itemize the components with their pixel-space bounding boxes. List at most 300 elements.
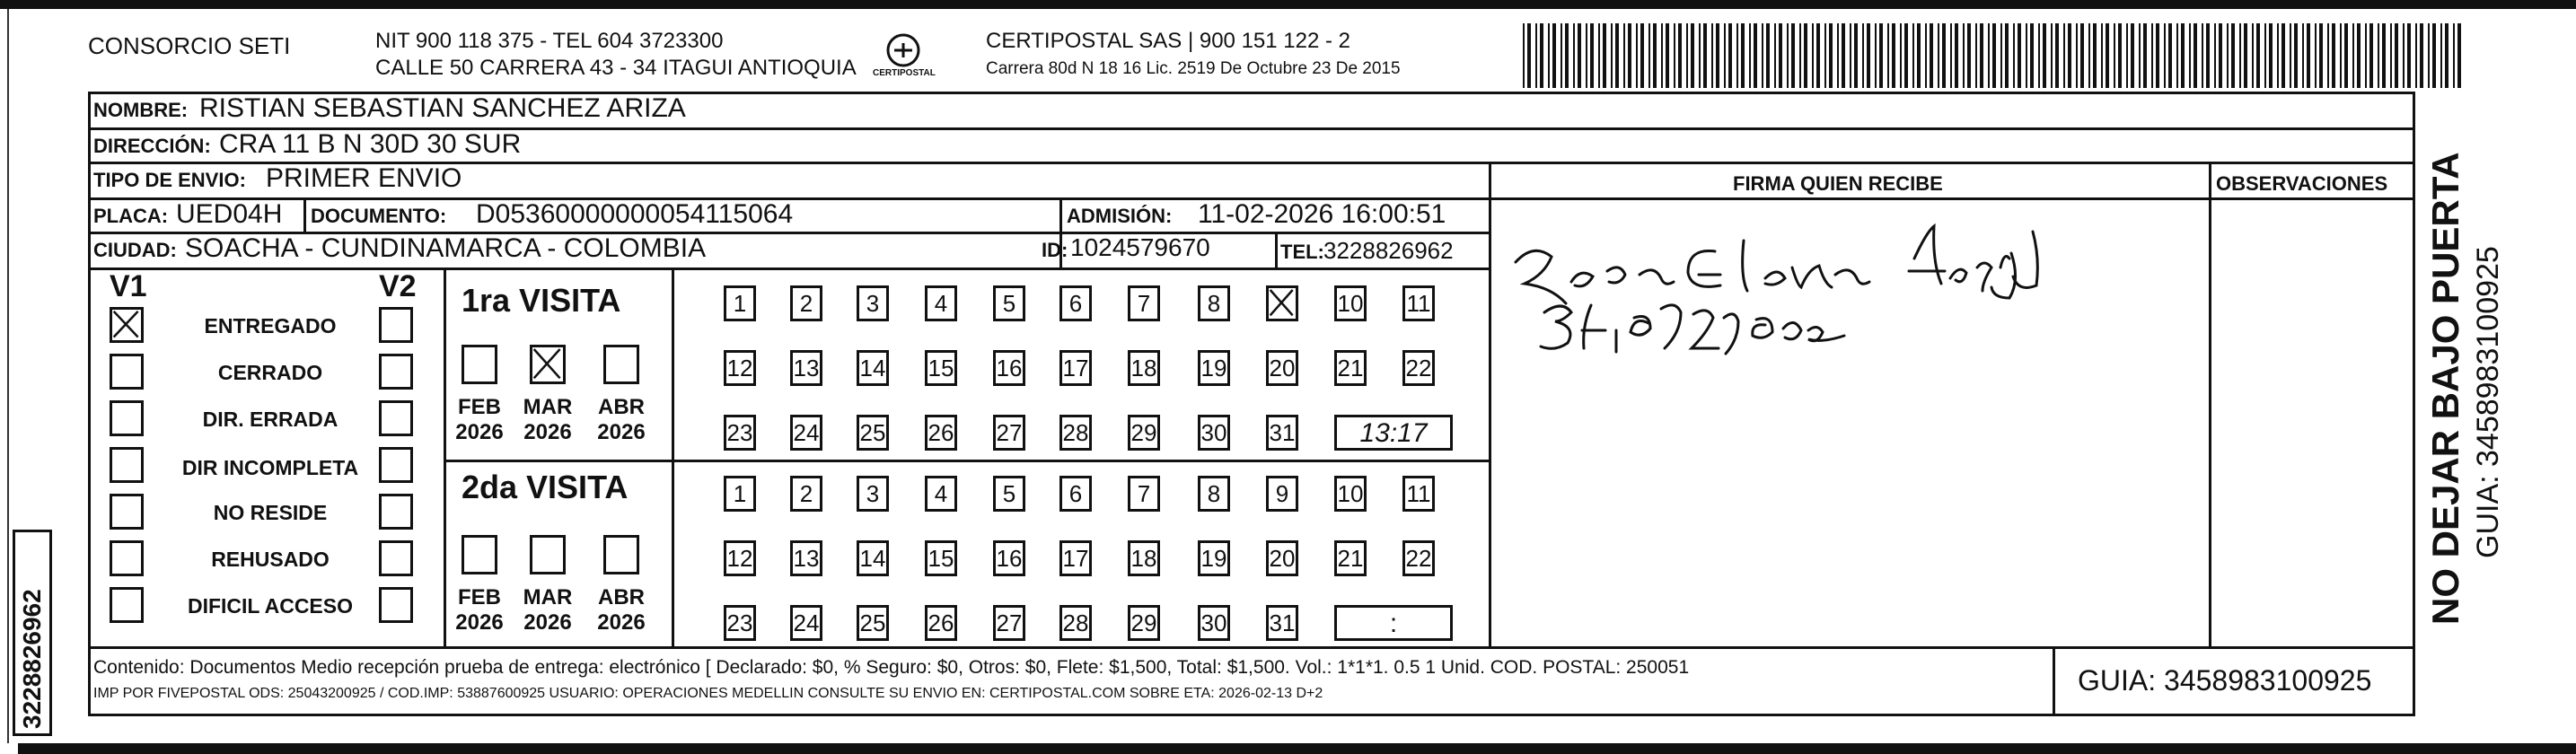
day-checkbox[interactable]: 27: [993, 415, 1025, 451]
barcode-bar: [2051, 23, 2053, 88]
id-value: 1024579670: [1070, 233, 1210, 261]
month-checkbox[interactable]: [530, 345, 566, 384]
barcode-bar: [2227, 23, 2229, 88]
barcode-bar: [2139, 23, 2141, 88]
logo-text: CERTIPOSTAL: [873, 68, 936, 78]
barcode-bar: [2164, 23, 2166, 88]
barcode-bar: [1741, 23, 1745, 88]
day-checkbox[interactable]: 24: [790, 415, 822, 451]
barcode-bar: [2068, 23, 2071, 88]
barcode-bar: [2302, 23, 2304, 88]
month-label: [593, 395, 650, 445]
day-checkbox[interactable]: 10: [1334, 476, 1367, 512]
ciudad-label: CIUDAD:: [93, 239, 177, 261]
barcode-bar: [1829, 23, 1833, 88]
placa-label: PLACA:: [93, 205, 169, 227]
placa-value: UED04H: [176, 199, 283, 229]
day-checkbox[interactable]: 14: [857, 350, 889, 386]
barcode-bar: [2382, 23, 2386, 88]
day-checkbox[interactable]: 5: [993, 285, 1025, 321]
day-checkbox[interactable]: 8: [1198, 476, 1230, 512]
day-checkbox[interactable]: 30: [1198, 605, 1230, 641]
barcode-bar: [1716, 23, 1719, 88]
day-checkbox[interactable]: 22: [1402, 540, 1435, 576]
barcode-bar: [1992, 23, 1996, 88]
day-checkbox[interactable]: 3: [857, 476, 889, 512]
footer-contenido: Contenido: Documentos Medio recepción prueba de entrega: electrónico [ Declarado: $0, % Seguro: $0, Otros: $0, Flete: $1,500, Total: $1,500. Vol.: 1*1*1. 0.5 1 Unid. COD. POSTAL: 250051: [93, 657, 1690, 678]
barcode-bar: [1879, 23, 1883, 88]
barcode-bar: [2244, 23, 2247, 88]
barcode-bar: [2076, 23, 2078, 88]
barcode-bar: [1674, 23, 1675, 88]
day-checkbox[interactable]: [1266, 285, 1298, 321]
barcode-bar: [2093, 23, 2097, 88]
barcode-bar: [1548, 23, 1550, 88]
month-checkbox[interactable]: [603, 345, 639, 384]
barcode-bar: [2281, 23, 2285, 88]
day-checkbox[interactable]: 11: [1402, 476, 1435, 512]
v1-label: V1: [110, 269, 147, 303]
month-year: 2026: [455, 420, 504, 444]
status-label: ENTREGADO: [204, 314, 337, 338]
barcode-bar: [2290, 23, 2291, 88]
day-checkbox[interactable]: 31: [1266, 605, 1298, 641]
direccion-value: CRA 11 B N 30D 30 SUR: [219, 129, 522, 159]
v1-checkbox[interactable]: [110, 307, 144, 343]
day-checkbox[interactable]: 12: [724, 540, 756, 576]
day-checkbox[interactable]: 31: [1266, 415, 1298, 451]
barcode-bar: [1523, 23, 1525, 88]
barcode-bar: [1686, 23, 1688, 88]
barcode-bar: [2030, 23, 2034, 88]
barcode-bar: [2440, 23, 2442, 88]
day-checkbox[interactable]: 23: [724, 415, 756, 451]
day-checkbox[interactable]: 7: [1128, 476, 1160, 512]
barcode-bar: [1912, 23, 1914, 88]
tipo-envio-label: TIPO DE ENVIO:: [93, 169, 246, 191]
month-name: ABR: [598, 395, 645, 419]
day-checkbox[interactable]: 4: [925, 285, 957, 321]
v2-checkbox[interactable]: [379, 354, 413, 390]
day-checkbox[interactable]: 11: [1402, 285, 1435, 321]
v1-checkbox[interactable]: [110, 494, 144, 530]
barcode-bar: [2114, 23, 2115, 88]
day-checkbox[interactable]: 2: [790, 476, 822, 512]
barcode-bar: [1824, 23, 1826, 88]
day-checkbox[interactable]: 20: [1266, 350, 1298, 386]
day-checkbox[interactable]: 16: [993, 350, 1025, 386]
day-checkbox[interactable]: 18: [1128, 350, 1160, 386]
documento-label: DOCUMENTO:: [311, 205, 447, 227]
barcode-bar: [2277, 23, 2279, 88]
barcode-bar: [1552, 23, 1556, 88]
left-phone: 3228826962: [18, 589, 46, 729]
barcode-bar: [1636, 23, 1638, 88]
barcode-bar: [1653, 23, 1657, 88]
month-checkbox[interactable]: [530, 535, 566, 574]
month-year: 2026: [597, 420, 646, 444]
barcode-bar: [1561, 23, 1562, 88]
barcode-bar: [2432, 23, 2436, 88]
recipient-signature: [1508, 205, 2101, 393]
barcode-bar: [1766, 23, 1770, 88]
barcode-bar: [1573, 23, 1575, 88]
barcode-bar: [2202, 23, 2203, 88]
barcode-bar: [1980, 23, 1983, 88]
barcode-bar: [2143, 23, 2147, 88]
tipo-envio-value: PRIMER ENVIO: [266, 163, 462, 193]
v1-checkbox[interactable]: [110, 540, 144, 576]
barcode-bar: [1850, 23, 1851, 88]
barcode-bar: [1736, 23, 1738, 88]
barcode-bar: [1611, 23, 1613, 88]
day-checkbox[interactable]: 12: [724, 350, 756, 386]
day-checkbox[interactable]: 27: [993, 605, 1025, 641]
day-checkbox[interactable]: 8: [1198, 285, 1230, 321]
status-label: REHUSADO: [211, 548, 330, 571]
no-dejar-bajo-puerta: NO DEJAR BAJO PUERTA: [2424, 152, 2466, 625]
barcode-bar: [1535, 23, 1537, 88]
barcode-bar: [2005, 23, 2009, 88]
day-checkbox[interactable]: 28: [1059, 415, 1092, 451]
day-checkbox[interactable]: 14: [857, 540, 889, 576]
barcode-bar: [1724, 23, 1726, 88]
barcode-bar: [1754, 23, 1757, 88]
barcode-bar: [2390, 23, 2392, 88]
barcode-bar: [1799, 23, 1801, 88]
barcode-bar: [1837, 23, 1839, 88]
barcode-bar: [2420, 23, 2423, 88]
day-checkbox[interactable]: 6: [1059, 285, 1092, 321]
barcode-bar: [1930, 23, 1933, 88]
month-name: ABR: [598, 585, 645, 609]
month-label: [593, 585, 650, 636]
day-checkbox[interactable]: 28: [1059, 605, 1092, 641]
day-checkbox[interactable]: 3: [857, 285, 889, 321]
barcode-bar: [1955, 23, 1958, 88]
barcode-bar: [1988, 23, 1990, 88]
bottom-scan-edge: [18, 743, 2576, 754]
day-checkbox[interactable]: 7: [1128, 285, 1160, 321]
nombre-value: RISTIAN SEBASTIAN SANCHEZ ARIZA: [199, 93, 686, 123]
barcode-bar: [1527, 23, 1531, 88]
admision-label: ADMISIÓN:: [1067, 205, 1173, 227]
barcode-bar: [1892, 23, 1895, 88]
day-checkbox[interactable]: 18: [1128, 540, 1160, 576]
ciudad-value: SOACHA - CUNDINAMARCA - COLOMBIA: [185, 233, 707, 263]
nit-line: NIT 900 118 375 - TEL 604 3723300: [375, 29, 724, 53]
barcode-bar: [2340, 23, 2342, 88]
status-label: NO RESIDE: [213, 501, 328, 524]
v2-checkbox[interactable]: [379, 540, 413, 576]
barcode-bar: [2063, 23, 2065, 88]
footer-guia: GUIA: 3458983100925: [2078, 664, 2372, 697]
visita2-title: 2da VISITA: [462, 469, 629, 505]
day-checkbox[interactable]: 13: [790, 540, 822, 576]
barcode-bar: [2428, 23, 2430, 88]
v1-checkbox[interactable]: [110, 587, 144, 623]
barcode-bar: [2181, 23, 2185, 88]
barcode-bar: [2101, 23, 2103, 88]
barcode-bar: [2055, 23, 2059, 88]
tel-box: [1279, 235, 1487, 267]
v1-checkbox[interactable]: [110, 400, 144, 436]
time-box[interactable]: :: [1334, 605, 1453, 641]
barcode-bar: [2315, 23, 2317, 88]
day-checkbox[interactable]: 1: [724, 285, 756, 321]
barcode-bar: [2189, 23, 2191, 88]
barcode-bar: [2118, 23, 2122, 88]
barcode-bar: [1565, 23, 1569, 88]
barcode-bar: [1791, 23, 1795, 88]
barcode-bar: [2013, 23, 2015, 88]
left-scan-edge: [0, 9, 9, 743]
day-checkbox[interactable]: 10: [1334, 285, 1367, 321]
barcode-bar: [2407, 23, 2411, 88]
barcode-bar: [1942, 23, 1946, 88]
footer-imp: IMP POR FIVEPOSTAL ODS: 25043200925 / COD.IMP: 53887600925 USUARIO: OPERACIONES MEDELLIN CONSULTE SU ENVIO EN: CERTIPOSTAL.COM SOBRE ETA: 2026-02-13 D+2: [93, 686, 1323, 701]
nombre-label: NOMBRE:: [93, 99, 189, 121]
day-checkbox[interactable]: 29: [1128, 415, 1160, 451]
firma-header: FIRMA QUIEN RECIBE: [1733, 172, 1943, 195]
barcode-bar: [2332, 23, 2335, 88]
month-name: FEB: [458, 585, 501, 609]
tel-label: TEL:: [1280, 241, 1324, 263]
barcode-bar: [1586, 23, 1587, 88]
address-line: CALLE 50 CARRERA 43 - 34 ITAGUI ANTIOQUIA: [375, 56, 857, 80]
top-scan-edge: [0, 0, 2576, 9]
barcode-bar: [1787, 23, 1789, 88]
company-name: CONSORCIO SETI: [88, 32, 291, 59]
month-year: 2026: [523, 420, 572, 444]
month-year: 2026: [523, 610, 572, 635]
barcode-bar: [1603, 23, 1606, 88]
observaciones-header: OBSERVACIONES: [2216, 172, 2388, 195]
day-checkbox[interactable]: 26: [925, 415, 957, 451]
barcode-bar: [1904, 23, 1908, 88]
barcode-bar: [1854, 23, 1858, 88]
barcode-bar: [2239, 23, 2241, 88]
v2-checkbox[interactable]: [379, 494, 413, 530]
barcode-bar: [1812, 23, 1814, 88]
barcode-bar: [2256, 23, 2260, 88]
barcode-bar: [1540, 23, 1543, 88]
status-label: DIR. ERRADA: [202, 408, 338, 431]
time-box[interactable]: 13:17: [1334, 415, 1453, 451]
barcode-bar: [2415, 23, 2417, 88]
barcode-bar: [2131, 23, 2134, 88]
certipostal-logo: [869, 31, 937, 84]
barcode-bar: [2327, 23, 2329, 88]
day-checkbox[interactable]: 23: [724, 605, 756, 641]
barcode-bar: [1774, 23, 1776, 88]
month-year: 2026: [455, 610, 504, 635]
month-name: FEB: [458, 395, 501, 419]
day-checkbox[interactable]: 13: [790, 350, 822, 386]
barcode-bar: [2344, 23, 2348, 88]
barcode-bar: [2403, 23, 2405, 88]
barcode-bar: [1728, 23, 1732, 88]
side-guia: GUIA: 3458983100925: [2471, 246, 2505, 558]
barcode-bar: [1578, 23, 1581, 88]
month-label: [519, 585, 576, 636]
day-checkbox[interactable]: 30: [1198, 415, 1230, 451]
barcode-bar: [2352, 23, 2354, 88]
day-checkbox[interactable]: 25: [857, 605, 889, 641]
barcode-bar: [2088, 23, 2090, 88]
v1-checkbox[interactable]: [110, 447, 144, 483]
documento-value: D05360000000054115064: [476, 199, 794, 229]
barcode-bar: [2395, 23, 2398, 88]
barcode-bar: [2018, 23, 2021, 88]
day-checkbox[interactable]: 6: [1059, 476, 1092, 512]
barcode-bar: [1804, 23, 1807, 88]
v1-checkbox[interactable]: [110, 354, 144, 390]
day-checkbox[interactable]: 29: [1128, 605, 1160, 641]
tel-value: 3228826962: [1323, 237, 1454, 264]
barcode-bar: [1598, 23, 1600, 88]
barcode-bar: [2043, 23, 2046, 88]
barcode-bar: [2357, 23, 2361, 88]
direccion-label: DIRECCIÓN:: [93, 135, 211, 157]
day-checkbox[interactable]: 17: [1059, 350, 1092, 386]
barcode-bar: [1938, 23, 1939, 88]
barcode-bar: [1963, 23, 1965, 88]
barcode-bar: [1640, 23, 1644, 88]
v2-label: V2: [379, 269, 417, 303]
barcode-bar: [2000, 23, 2002, 88]
month-label: [451, 395, 508, 445]
carrier-license: Carrera 80d N 18 16 Lic. 2519 De Octubre 23 De 2015: [986, 59, 1401, 78]
day-checkbox[interactable]: 24: [790, 605, 822, 641]
day-checkbox[interactable]: 25: [857, 415, 889, 451]
barcode-icon: [1523, 23, 2475, 88]
barcode-bar: [2269, 23, 2273, 88]
barcode-bar: [2038, 23, 2040, 88]
barcode-bar: [2126, 23, 2128, 88]
barcode-bar: [1887, 23, 1889, 88]
day-checkbox[interactable]: 2: [790, 285, 822, 321]
day-checkbox[interactable]: 9: [1266, 476, 1298, 512]
day-checkbox[interactable]: 26: [925, 605, 957, 641]
barcode-bar: [1900, 23, 1902, 88]
barcode-bar: [1711, 23, 1713, 88]
month-label: [451, 585, 508, 636]
barcode-bar: [1691, 23, 1694, 88]
barcode-bar: [2457, 23, 2461, 88]
barcode-bar: [2080, 23, 2084, 88]
barcode-bar: [1703, 23, 1707, 88]
month-checkbox[interactable]: [462, 345, 497, 384]
v2-checkbox[interactable]: [379, 400, 413, 436]
barcode-bar: [1648, 23, 1650, 88]
barcode-bar: [1762, 23, 1763, 88]
v2-checkbox[interactable]: [379, 307, 413, 343]
barcode-bar: [1816, 23, 1820, 88]
status-label: DIR INCOMPLETA: [181, 456, 359, 479]
barcode-bar: [2264, 23, 2266, 88]
day-checkbox[interactable]: 15: [925, 540, 957, 576]
barcode-bar: [1917, 23, 1921, 88]
barcode-bar: [2194, 23, 2197, 88]
barcode-bar: [2151, 23, 2153, 88]
day-checkbox[interactable]: 21: [1334, 350, 1367, 386]
day-checkbox[interactable]: 20: [1266, 540, 1298, 576]
barcode-bar: [2176, 23, 2178, 88]
barcode-bar: [2307, 23, 2310, 88]
barcode-bar: [1623, 23, 1625, 88]
day-checkbox[interactable]: 22: [1402, 350, 1435, 386]
barcode-bar: [2206, 23, 2210, 88]
day-checkbox[interactable]: 19: [1198, 350, 1230, 386]
barcode-bar: [1615, 23, 1619, 88]
barcode-bar: [1842, 23, 1845, 88]
day-checkbox[interactable]: 15: [925, 350, 957, 386]
barcode-bar: [2453, 23, 2455, 88]
barcode-bar: [1590, 23, 1594, 88]
id-label: ID:: [1042, 239, 1068, 261]
barcode-bar: [2106, 23, 2109, 88]
month-name: MAR: [523, 395, 573, 419]
barcode-bar: [2294, 23, 2298, 88]
barcode-bar: [2168, 23, 2172, 88]
barcode-bar: [1975, 23, 1977, 88]
month-label: [519, 395, 576, 445]
day-checkbox[interactable]: 21: [1334, 540, 1367, 576]
barcode-bar: [1875, 23, 1877, 88]
barcode-bar: [2026, 23, 2027, 88]
barcode-bar: [1867, 23, 1870, 88]
barcode-bar: [1699, 23, 1701, 88]
barcode-bar: [1666, 23, 1669, 88]
barcode-bar: [1661, 23, 1663, 88]
carrier-line: CERTIPOSTAL SAS | 900 151 122 - 2: [986, 29, 1350, 53]
month-name: MAR: [523, 585, 573, 609]
day-checkbox[interactable]: 5: [993, 476, 1025, 512]
barcode-bar: [1628, 23, 1631, 88]
barcode-bar: [2252, 23, 2254, 88]
admision-value: 11-02-2026 16:00:51: [1198, 199, 1446, 229]
barcode-bar: [1967, 23, 1971, 88]
status-label: CERRADO: [217, 361, 323, 384]
barcode-bar: [1925, 23, 1927, 88]
visita1-title: 1ra VISITA: [462, 282, 621, 319]
barcode-bar: [2365, 23, 2367, 88]
barcode-bar: [1779, 23, 1782, 88]
barcode-bar: [1862, 23, 1864, 88]
v2-checkbox[interactable]: [379, 587, 413, 623]
day-checkbox[interactable]: 16: [993, 540, 1025, 576]
barcode-bar: [1678, 23, 1682, 88]
barcode-bar: [2214, 23, 2216, 88]
barcode-bar: [1749, 23, 1751, 88]
barcode-bar: [2219, 23, 2222, 88]
v2-checkbox[interactable]: [379, 447, 413, 483]
month-checkbox[interactable]: [603, 535, 639, 574]
day-checkbox[interactable]: 1: [724, 476, 756, 512]
month-checkbox[interactable]: [462, 535, 497, 574]
status-label: DIFICIL ACCESO: [187, 594, 353, 618]
day-checkbox[interactable]: 17: [1059, 540, 1092, 576]
barcode-bar: [1950, 23, 1952, 88]
day-checkbox[interactable]: 19: [1198, 540, 1230, 576]
barcode-bar: [2369, 23, 2373, 88]
day-checkbox[interactable]: 4: [925, 476, 957, 512]
barcode-bar: [2231, 23, 2235, 88]
barcode-bar: [2378, 23, 2379, 88]
barcode-bar: [2445, 23, 2449, 88]
month-year: 2026: [597, 610, 646, 635]
